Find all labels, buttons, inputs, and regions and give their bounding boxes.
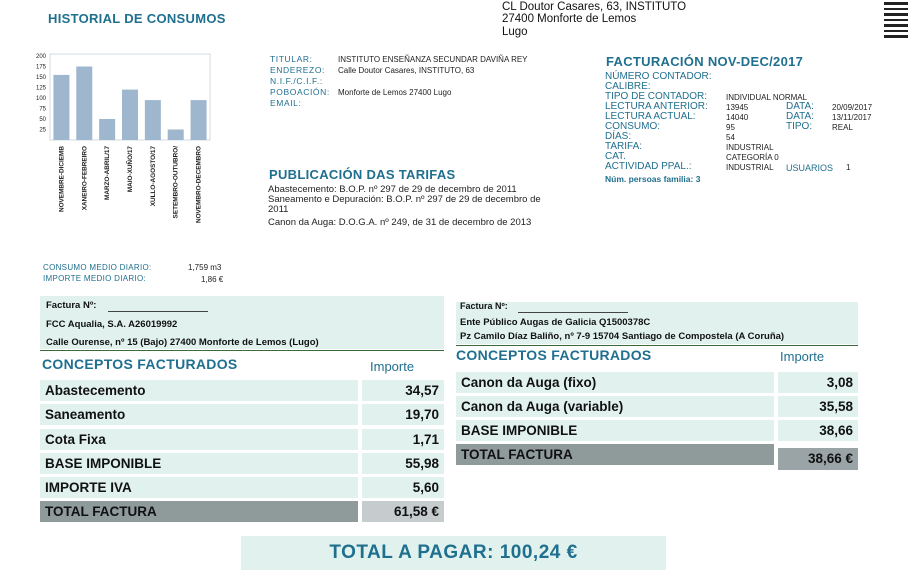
left-row-value: 5,60 <box>362 477 444 498</box>
actividad-label: ACTIVIDAD PPAL.: <box>605 161 692 172</box>
x-tick-label: NOVEMBRE-DICIEMB <box>58 146 66 213</box>
right-divider <box>456 345 858 346</box>
left-company-address: Calle Ourense, nº 15 (Bajo) 27400 Monforte de Lemos (Lugo) <box>46 337 319 348</box>
left-factura-underline <box>108 311 208 312</box>
right-factura-label: Factura Nº: <box>460 301 508 311</box>
tipo-contador-label: TIPO DE CONTADOR: <box>605 91 708 102</box>
chart-bar <box>168 130 184 141</box>
enderezo-label: ENDEREZO: <box>270 65 325 75</box>
x-tick-label: SETEMBRO-OUTUBRO/ <box>172 146 180 219</box>
y-tick-label: 50 <box>39 117 46 123</box>
chart-bar <box>76 67 92 141</box>
right-row-value: 38,66 <box>778 420 858 441</box>
tipo-contador-value: INDIVIDUAL NORMAL <box>726 93 808 102</box>
left-concepts-title: CONCEPTOS FACTURADOS <box>42 356 238 372</box>
left-row-value: 55,98 <box>362 453 444 474</box>
chart-bar <box>53 75 69 140</box>
nif-label: N.I.F./C.I.F.: <box>270 76 323 86</box>
x-tick-label: XANEIRO-FEBREIRO <box>81 146 89 211</box>
y-tick-label: 150 <box>35 75 46 81</box>
left-row-label: Saneamento <box>40 404 358 425</box>
x-tick-label: XULLO-AGOSTO/17 <box>149 146 157 207</box>
cat-value: CATEGORÍA 0 <box>726 153 779 162</box>
right-row-value: 3,08 <box>778 372 858 393</box>
left-row-label: Abastecemento <box>40 380 358 401</box>
y-tick-label: 25 <box>39 127 46 134</box>
tipo-lectura-value: REAL <box>832 123 853 132</box>
y-tick-label: 200 <box>35 54 46 60</box>
poboacion-label: POBOACIÓN: <box>270 87 330 97</box>
data-anterior-label: DATA: <box>786 101 814 112</box>
grand-total: TOTAL A PAGAR: 100,24 € <box>329 542 578 563</box>
right-factura-underline <box>518 312 628 313</box>
tarifa-label: TARIFA: <box>605 141 643 152</box>
titular-label: TITULAR: <box>270 54 313 64</box>
numero-contador-label: NÚMERO CONTADOR: <box>605 71 712 82</box>
data-actual-label: DATA: <box>786 111 814 122</box>
lectura-actual-label: LECTURA ACTUAL: <box>605 111 696 122</box>
lectura-actual-value: 14040 <box>726 113 749 122</box>
right-company: Ente Público Augas de Galicia Q1500378C <box>460 317 651 328</box>
right-importe-header: Importe <box>780 349 825 364</box>
x-tick-label: MAIO-XUÑO/17 <box>127 146 134 193</box>
tarifa-line-3: 2011 <box>268 204 289 215</box>
consumo-medio-value: 1,759 m3 <box>188 263 222 272</box>
address-line-3: Lugo <box>502 26 528 38</box>
left-row-label: Cota Fixa <box>40 429 358 450</box>
right-concepts-title: CONCEPTOS FACTURADOS <box>456 347 652 363</box>
y-tick-label: 100 <box>35 96 46 102</box>
tarifa-line-4: Canon da Auga: D.O.G.A. nº 249, de 31 de decembro de 2013 <box>268 217 532 228</box>
address-line-2: 27400 Monforte de Lemos <box>502 13 637 25</box>
usuarios-value: 1 <box>846 163 851 172</box>
y-tick-label: 175 <box>35 64 46 71</box>
dias-value: 54 <box>726 133 735 142</box>
left-row-label: BASE IMPONIBLE <box>40 453 358 474</box>
chart-bar <box>145 100 161 140</box>
address-line-1: CL Doutor Casares, 63, INSTITUTO <box>502 1 687 13</box>
tarifas-title: PUBLICACIÓN DAS TARIFAS <box>269 167 456 182</box>
left-factura-label: Factura Nº: <box>46 300 97 311</box>
left-importe-header: Importe <box>370 359 415 374</box>
consumo-value: 95 <box>726 123 735 132</box>
left-row-value: 19,70 <box>362 404 444 425</box>
right-row-label: BASE IMPONIBLE <box>456 420 774 441</box>
chart-bar <box>191 100 207 140</box>
cat-label: CAT. <box>605 151 626 162</box>
right-row-label: Canon da Auga (variable) <box>456 396 774 417</box>
left-row-label: IMPORTE IVA <box>40 477 358 498</box>
dias-label: DÍAS: <box>605 131 632 142</box>
consumo-medio-label: CONSUMO MEDIO DIARIO: <box>43 263 152 272</box>
chart-bar <box>99 119 115 140</box>
familia-label: Núm. persoas familia: 3 <box>605 174 701 184</box>
x-tick-label: NOVEMBRO-DECEMBRO <box>195 146 203 224</box>
enderezo-value: Calle Doutor Casares, INSTITUTO, 63 <box>338 66 475 75</box>
chart-bar <box>122 90 138 140</box>
consumption-chart <box>28 48 213 233</box>
left-total-label: TOTAL FACTURA <box>40 501 358 522</box>
data-anterior-value: 20/09/2017 <box>832 103 873 112</box>
right-row-label: Canon da Auga (fixo) <box>456 372 774 393</box>
importe-medio-value: 1,86 € <box>201 275 224 284</box>
left-company: FCC Aqualia, S.A. A26019992 <box>46 319 178 330</box>
tarifa-value: INDUSTRIAL <box>726 143 774 152</box>
actividad-value: INDUSTRIAL <box>726 163 774 172</box>
right-company-address: Pz Camilo Díaz Baliño, nº 7-9 15704 Santiago de Compostela (A Coruña) <box>460 331 785 342</box>
barcode-icon <box>884 0 910 42</box>
tipo-lectura-label: TIPO: <box>786 121 813 132</box>
tarifa-line-2: Saneamento e Depuración: B.O.P. nº 297 de 29 de decembro de <box>268 194 541 205</box>
poboacion-value: Monforte de Lemos 27400 Lugo <box>338 88 452 97</box>
lectura-anterior-label: LECTURA ANTERIOR: <box>605 101 708 112</box>
usuarios-label: USUARIOS <box>786 163 834 173</box>
lectura-anterior-value: 13945 <box>726 103 749 112</box>
billing-title: FACTURACIÓN NOV-DEC/2017 <box>606 54 804 69</box>
left-row-value: 34,57 <box>362 380 444 401</box>
right-total-label: TOTAL FACTURA <box>456 444 774 465</box>
right-total-value: 38,66 € <box>778 448 858 470</box>
left-total-value: 61,58 € <box>362 501 444 522</box>
left-divider <box>40 350 444 351</box>
tarifa-line-1: Abastecemento: B.O.P. nº 297 de 29 de decembro de 2011 <box>268 184 517 195</box>
calibre-label: CALIBRE: <box>605 81 651 92</box>
email-label: EMAIL: <box>270 98 302 108</box>
y-tick-label: 125 <box>35 85 46 92</box>
importe-medio-label: IMPORTE MEDIO DIARIO: <box>43 274 147 283</box>
data-actual-value: 13/11/2017 <box>832 113 872 122</box>
titular-value: INSTITUTO ENSEÑANZA SECUNDAR DAVIÑA REY <box>338 55 528 64</box>
left-row-value: 1,71 <box>362 429 444 450</box>
y-tick-label: 75 <box>39 106 46 113</box>
right-row-value: 35,58 <box>778 396 858 417</box>
x-tick-label: MARZO-ABRIL/17 <box>104 146 112 200</box>
history-title: HISTORIAL DE CONSUMOS <box>48 11 226 26</box>
consumo-label: CONSUMO: <box>605 121 660 132</box>
